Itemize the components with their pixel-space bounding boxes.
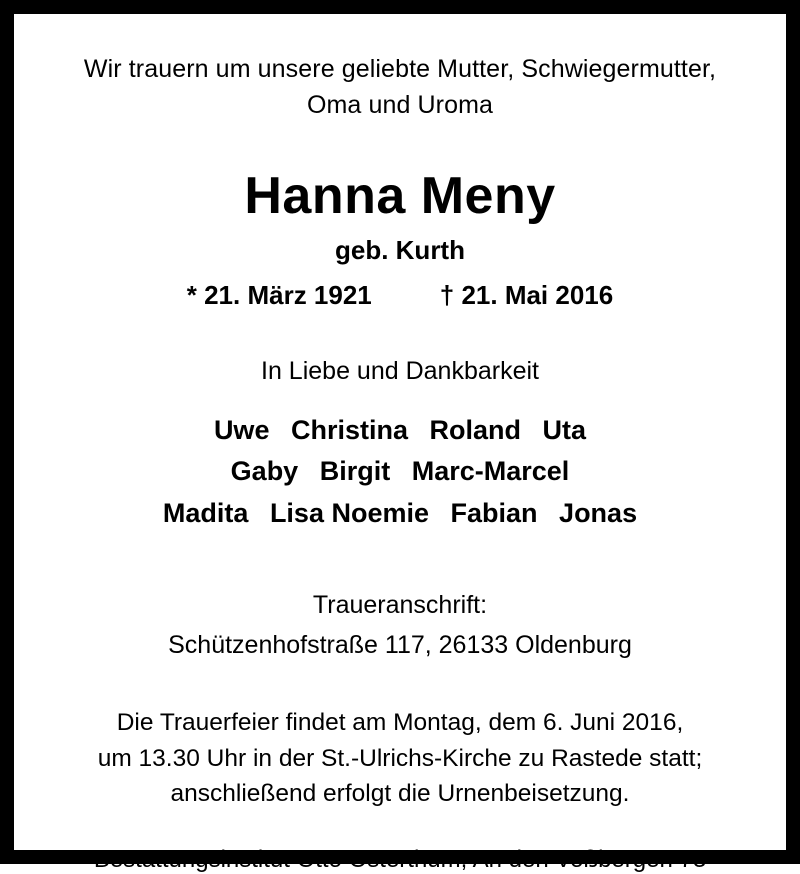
family-line xyxy=(156,410,644,452)
intro-line-1: Wir trauern um unsere geliebte Mutter, Schwiegermutter, xyxy=(83,55,717,83)
address-label: Traueranschrift: xyxy=(312,591,488,620)
service-line-1: Die Trauerfeier findet am Montag, dem 6. Juni 2016, xyxy=(116,709,684,737)
life-dates xyxy=(187,280,613,311)
deceased-name: Hanna Meny xyxy=(244,167,556,225)
family-member: Gaby xyxy=(230,456,299,487)
name-block xyxy=(187,169,613,311)
family-member: Roland xyxy=(429,414,522,445)
family-member: Jonas xyxy=(559,498,638,529)
death-date: † 21. Mai 2016 xyxy=(439,279,614,310)
family-member: Lisa Noemie xyxy=(269,498,429,529)
mourning-address xyxy=(168,585,632,665)
family-member: Fabian xyxy=(450,498,538,529)
dedication-text: In Liebe und Dankbarkeit xyxy=(261,356,539,385)
service-line-3: anschließend erfolgt die Urnenbeisetzung. xyxy=(170,780,630,808)
family-member: Christina xyxy=(290,414,409,445)
family-names xyxy=(156,410,644,536)
birth-date: * 21. März 1921 xyxy=(186,279,372,310)
family-member: Uwe xyxy=(213,414,270,445)
family-line xyxy=(156,451,644,493)
family-line xyxy=(156,493,644,535)
funeral-home-info: Bestattungsinstitut Otto Osterthum, An den Voßbergen 73 xyxy=(93,845,707,873)
intro-text xyxy=(84,52,716,123)
family-member: Marc-Marcel xyxy=(411,456,570,487)
service-details xyxy=(98,705,703,812)
intro-line-2: Oma und Uroma xyxy=(306,90,494,119)
family-member: Uta xyxy=(542,414,587,445)
family-member: Madita xyxy=(162,498,249,529)
address-value: Schützenhofstraße 117, 26133 Oldenburg xyxy=(168,631,632,660)
service-line-2: um 13.30 Uhr in der St.-Ulrichs-Kirche zu Rastede statt; xyxy=(97,744,703,772)
family-member: Birgit xyxy=(319,456,391,487)
maiden-name: geb. Kurth xyxy=(334,234,465,265)
